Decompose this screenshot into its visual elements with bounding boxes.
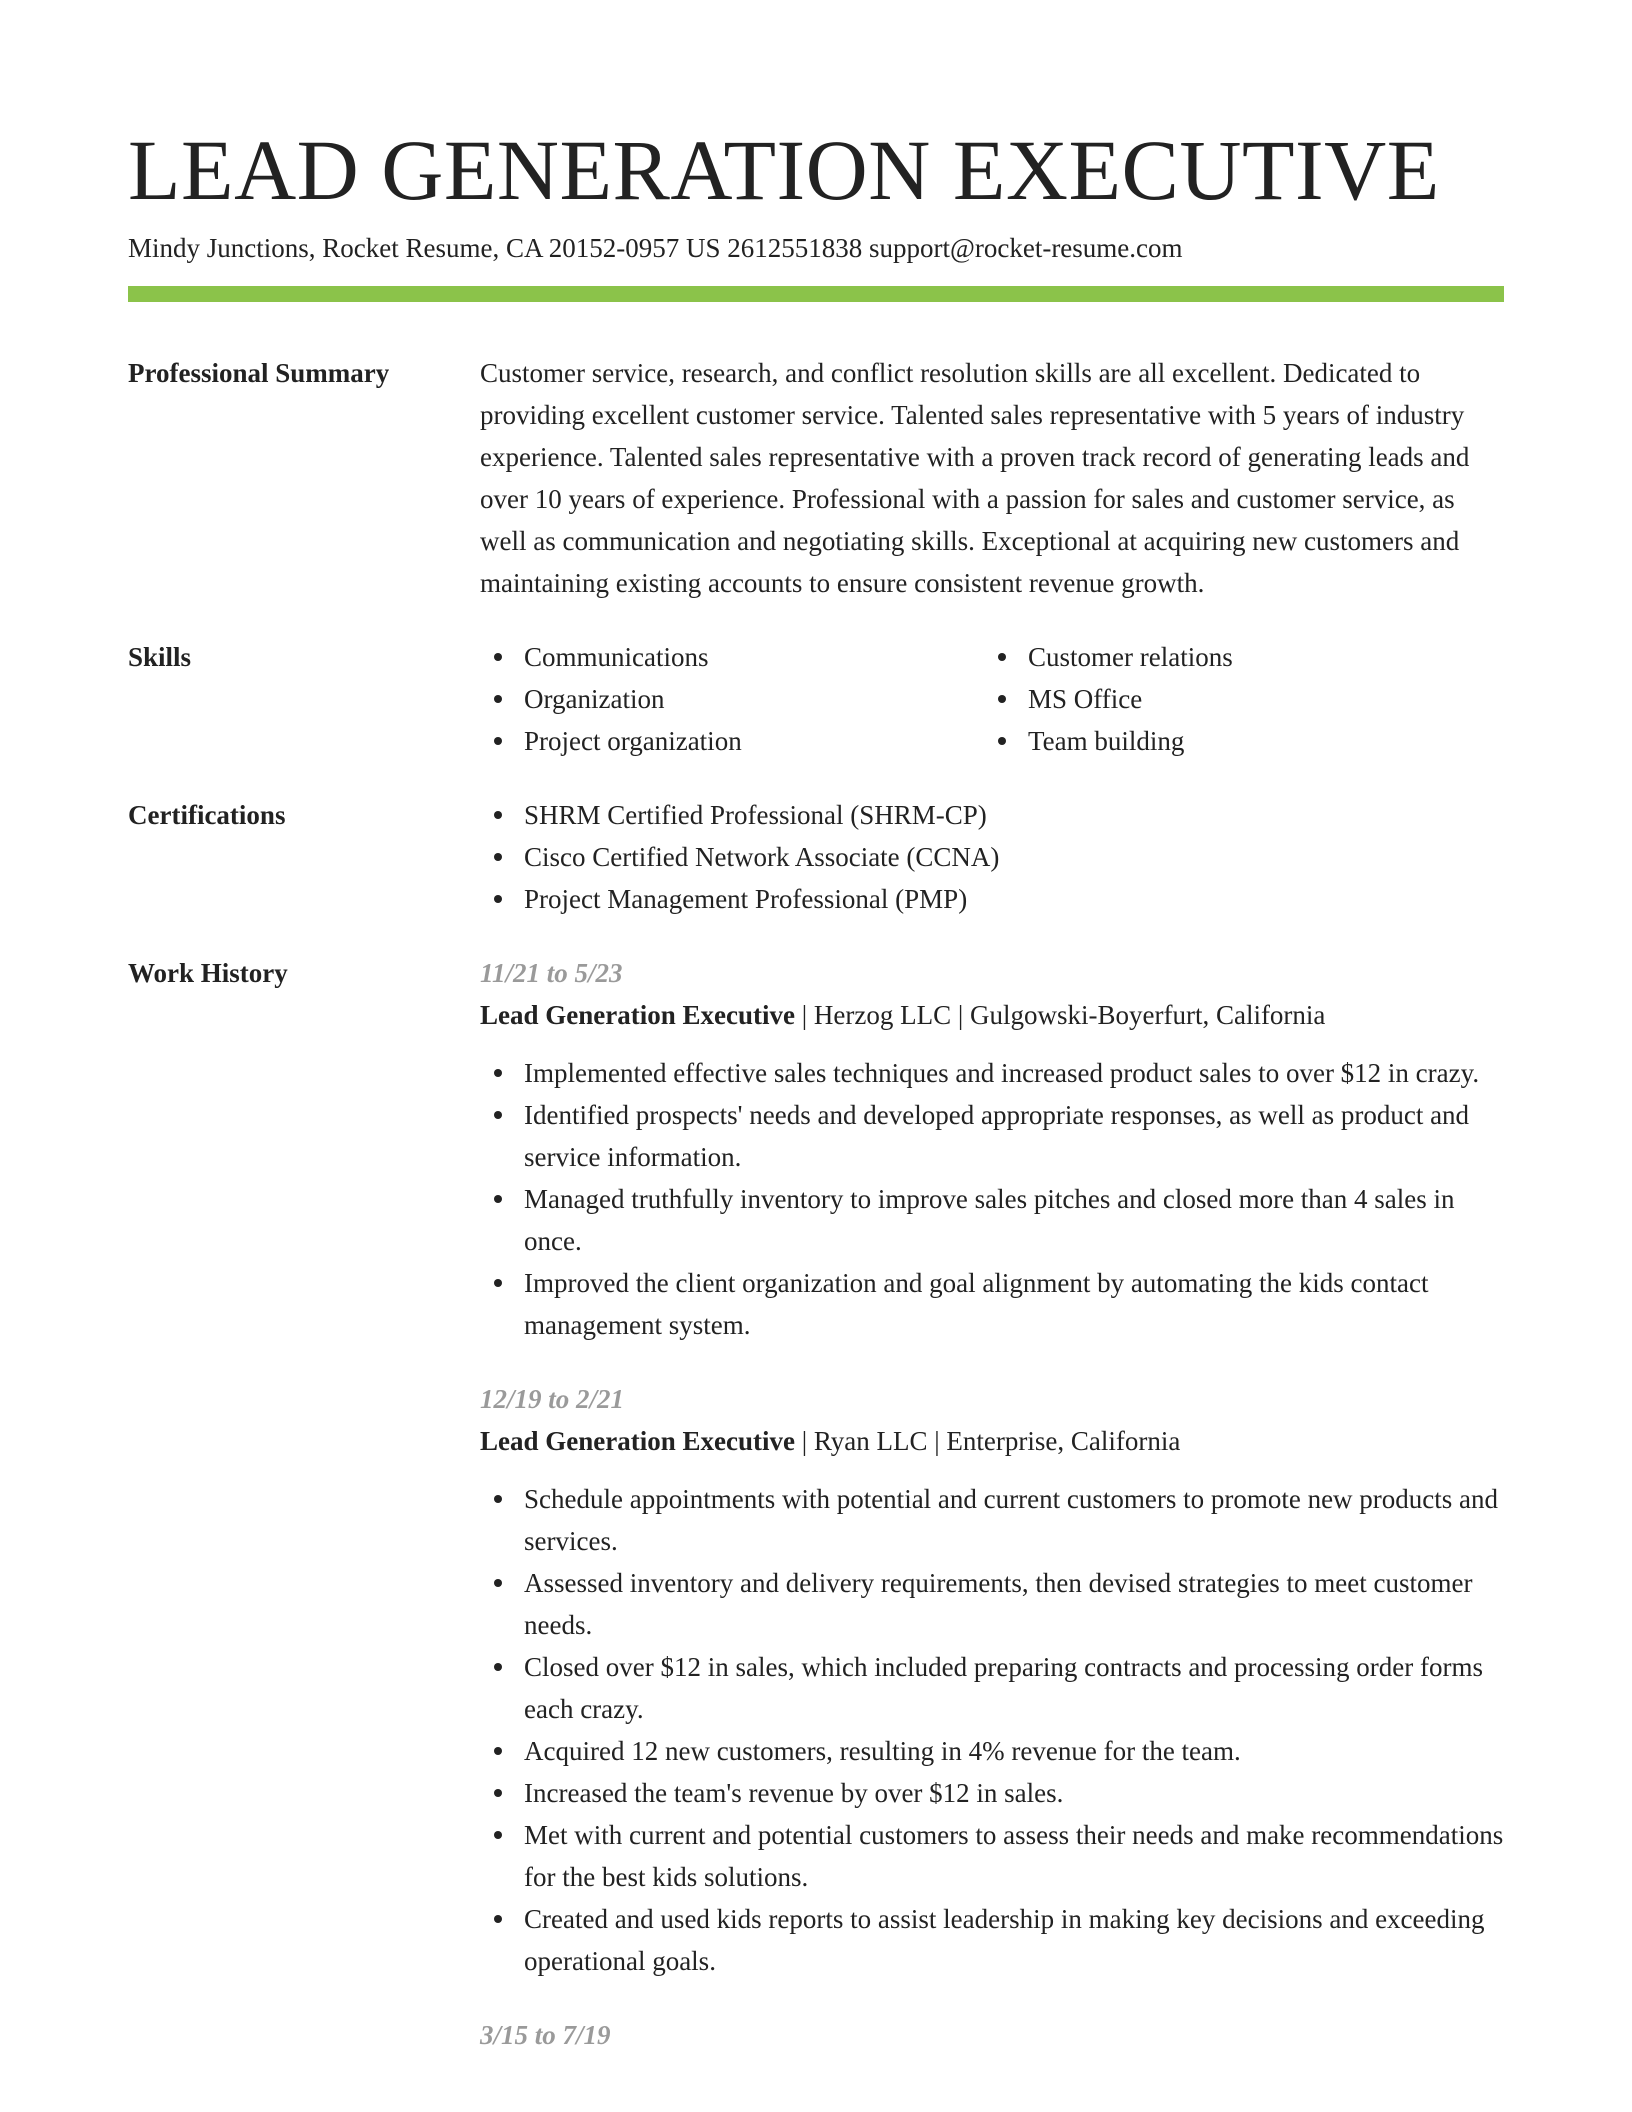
job-bullet: Met with current and potential customers to assess their needs and make recommendations for the best kids solutions.	[480, 1814, 1504, 1898]
job-bullets	[480, 1052, 1504, 1346]
job-bullet: Acquired 12 new customers, resulting in 4% revenue for the team.	[480, 1730, 1504, 1772]
summary-text: Customer service, research, and conflict resolution skills are all excellent. Dedicated to providing excellent customer service. Talented sales representative with 5 years of industry experience. Talented sales representative with a proven track record of generating leads and over 10 years of experience. Professional with a passion for sales and customer service, as well as communication and negotiating skills. Exceptional at acquiring new customers and maintaining existing accounts to ensure consistent revenue growth.	[480, 358, 1470, 598]
job-title: Lead Generation Executive	[480, 1000, 795, 1030]
resume-name: LEAD GENERATION EXECUTIVE	[128, 122, 1440, 218]
job-bullet: Managed truthfully inventory to improve sales pitches and closed more than 4 sales in once.	[480, 1178, 1504, 1262]
certification-item: Project Management Professional (PMP)	[480, 878, 1504, 920]
job-details: | Ryan LLC | Enterprise, California	[794, 1426, 1181, 1456]
skill-item: MS Office	[984, 678, 1488, 720]
section-label: Certifications	[128, 800, 286, 830]
summary-section	[128, 352, 1504, 604]
skill-item: Project organization	[480, 720, 984, 762]
job-title: Lead Generation Executive	[480, 1426, 795, 1456]
resume-page	[128, 0, 1504, 2056]
work-history-section	[128, 952, 1504, 2056]
skills-list-right	[984, 636, 1488, 762]
certifications-section	[128, 794, 1504, 920]
job-entry	[480, 1378, 1504, 1982]
section-label: Work History	[128, 958, 288, 988]
skills-list-left	[480, 636, 984, 762]
skill-item: Customer relations	[984, 636, 1488, 678]
job-title-line	[480, 1420, 1504, 1462]
summary-content	[480, 352, 1504, 604]
certification-item: Cisco Certified Network Associate (CCNA)	[480, 836, 1504, 878]
job-dates: 12/19 to 2/21	[480, 1384, 625, 1414]
job-entry	[480, 2014, 1504, 2056]
job-bullet: Improved the client organization and goal alignment by automating the kids contact management system.	[480, 1262, 1504, 1346]
contact-line: Mindy Junctions, Rocket Resume, CA 20152-0957 US 2612551838 support@rocket-resume.com	[128, 233, 1183, 263]
skill-item: Team building	[984, 720, 1488, 762]
job-dates: 3/15 to 7/19	[480, 2020, 611, 2050]
skills-section	[128, 636, 1504, 762]
skills-content	[480, 636, 1504, 762]
job-dates: 11/21 to 5/23	[480, 958, 623, 988]
skill-item: Organization	[480, 678, 984, 720]
job-bullets	[480, 1478, 1504, 1982]
job-details: | Herzog LLC | Gulgowski-Boyerfurt, California	[794, 1000, 1326, 1030]
certification-item: SHRM Certified Professional (SHRM-CP)	[480, 794, 1504, 836]
job-bullet: Implemented effective sales techniques and increased product sales to over $12 in crazy.	[480, 1052, 1504, 1094]
job-bullet: Increased the team's revenue by over $12 in sales.	[480, 1772, 1504, 1814]
job-bullet: Closed over $12 in sales, which included preparing contracts and processing order forms each crazy.	[480, 1646, 1504, 1730]
header-divider	[128, 286, 1504, 302]
section-label: Professional Summary	[128, 358, 390, 388]
job-title-line	[480, 994, 1504, 1036]
skill-item: Communications	[480, 636, 984, 678]
job-bullet: Identified prospects' needs and developed appropriate responses, as well as product and service information.	[480, 1094, 1504, 1178]
section-label: Skills	[128, 642, 192, 672]
job-bullet: Schedule appointments with potential and current customers to promote new products and services.	[480, 1478, 1504, 1562]
certifications-list	[480, 794, 1504, 920]
job-bullet: Created and used kids reports to assist leadership in making key decisions and exceeding operational goals.	[480, 1898, 1504, 1982]
job-bullet: Assessed inventory and delivery requirements, then devised strategies to meet customer needs.	[480, 1562, 1504, 1646]
job-entry	[480, 952, 1504, 1346]
certifications-content	[480, 794, 1504, 920]
work-history-content	[480, 952, 1504, 2056]
